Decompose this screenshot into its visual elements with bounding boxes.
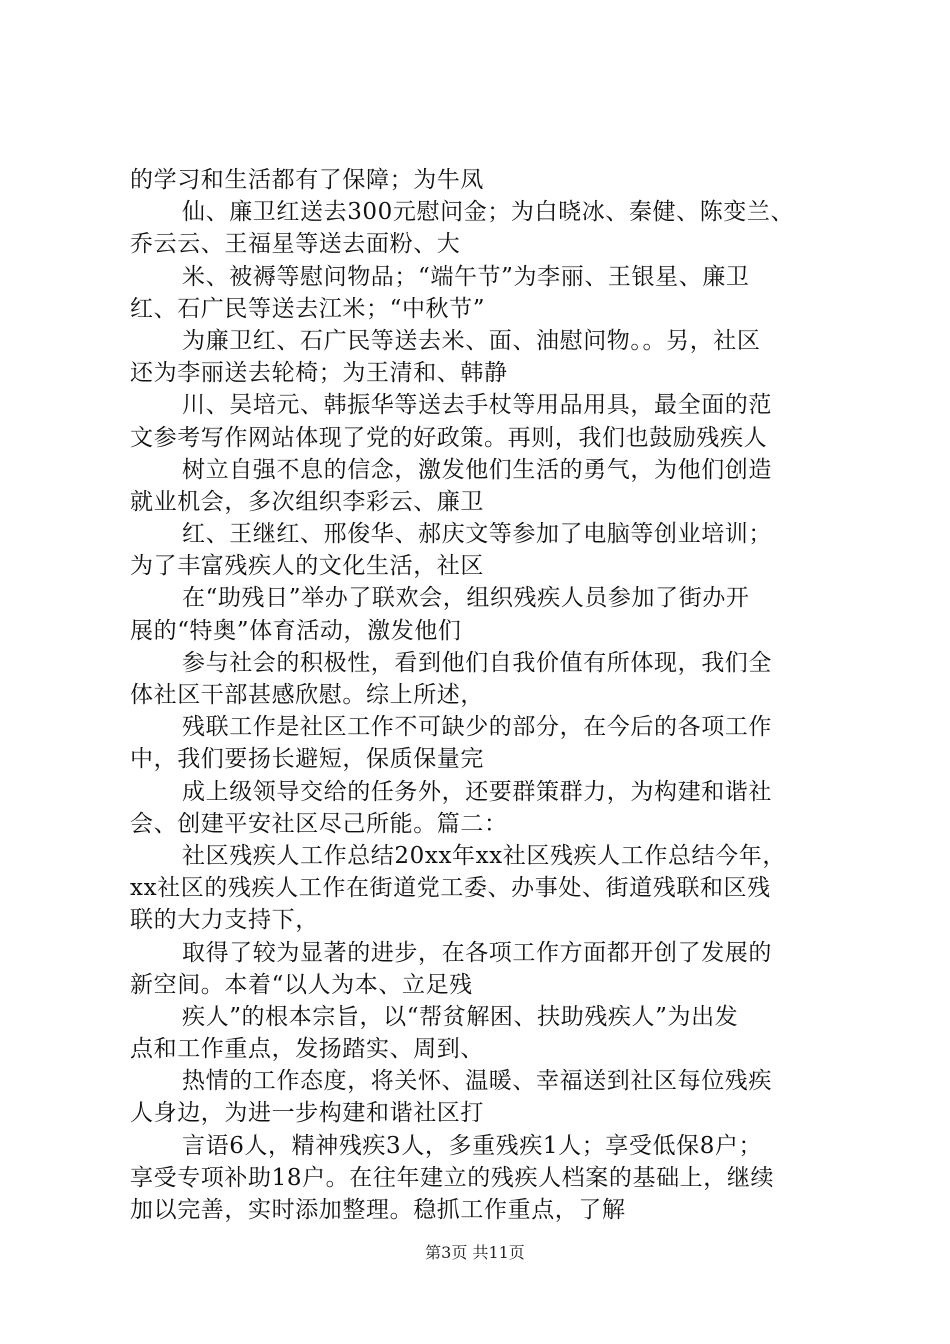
text-line: 残联工作是社区工作不可缺少的部分，在今后的各项工作	[182, 714, 772, 741]
text-line: xx社区的残疾人工作在街道党工委、办事处、街道残联和区残	[130, 875, 771, 902]
text-line: 仙、廉卫红送去300元慰问金；为白晓冰、秦健、陈变兰、	[182, 199, 795, 226]
text-line: 中，我们要扬长避短，保质保量完	[130, 746, 484, 773]
text-line: 还为李丽送去轮椅；为王清和、韩静	[130, 360, 508, 387]
text-line: 为廉卫红、石广民等送去米、面、油慰问物。。另，社区	[182, 327, 761, 354]
text-line: 社区残疾人工作总结20xx年xx社区残疾人工作总结今年，	[182, 842, 786, 869]
text-line: 在“助残日”举办了联欢会，组织残疾人员参加了街办开	[182, 585, 750, 612]
text-line: 人身边，为进一步构建和谐社区打	[130, 1100, 484, 1127]
text-line: 的学习和生活都有了保障；为牛凤	[130, 167, 484, 193]
text-line: 会、创建平安社区尽己所能。篇二：	[130, 810, 508, 837]
text-line: 米、被褥等慰问物品；“端午节”为李丽、王银星、廉卫	[182, 263, 750, 290]
text-line: 取得了较为显著的进步，在各项工作方面都开创了发展的	[182, 939, 772, 966]
text-line: 疾人”的根本宗旨，以“帮贫解困、扶助残疾人”为出发	[182, 1003, 739, 1030]
text-line: 红、石广民等送去江米；“中秋节”	[130, 295, 486, 322]
text-line: 成上级领导交给的任务外，还要群策群力，为构建和谐社	[182, 778, 772, 805]
text-line: 文参考写作网站体现了党的好政策。再则，我们也鼓励残疾人	[130, 424, 768, 451]
text-line: 享受专项补助18户。在往年建立的残疾人档案的基础上，继续	[130, 1164, 775, 1191]
page-footer: 第3页 共11页	[425, 1243, 525, 1262]
text-line: 就业机会，多次组织李彩云、廉卫	[130, 488, 484, 515]
text-line: 联的大力支持下，	[130, 907, 319, 934]
text-line: 加以完善，实时添加整理。稳抓工作重点，了解	[130, 1197, 626, 1223]
text-line: 红、王继红、邢俊华、郝庆文等参加了电脑等创业培训；	[182, 521, 772, 548]
text-line: 点和工作重点，发扬踏实、周到、	[130, 1036, 484, 1063]
text-line: 展的“特奥”体育活动，激发他们	[130, 617, 462, 644]
text-line: 体社区干部甚感欣慰。综上所述，	[130, 682, 484, 708]
text-line: 热情的工作态度，将关怀、温暖、幸福送到社区每位残疾	[182, 1068, 772, 1095]
text-line: 乔云云、王福星等送去面粉、大	[130, 231, 461, 258]
text-line: 树立自强不息的信念，激发他们生活的勇气，为他们创造	[182, 456, 772, 483]
text-line: 言语6人，精神残疾3人，多重残疾1人；享受低保8户；	[182, 1132, 763, 1159]
body-text	[130, 164, 842, 1226]
text-line: 新空间。本着“以人为本、立足残	[130, 971, 473, 998]
text-line: 为了丰富残疾人的文化生活，社区	[130, 553, 484, 580]
text-line: 川、吴培元、韩振华等送去手杖等用品用具，最全面的范	[182, 392, 772, 419]
text-line: 参与社会的积极性，看到他们自我价值有所体现，我们全	[182, 649, 772, 676]
